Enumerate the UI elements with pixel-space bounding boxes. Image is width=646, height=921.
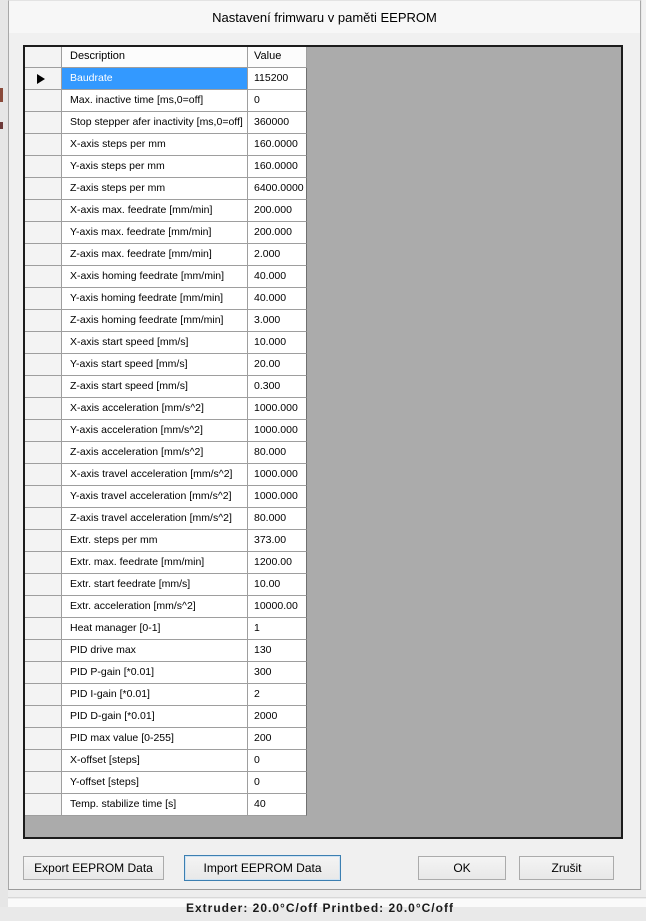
table-row — [25, 200, 621, 222]
eeprom-settings-dialog — [8, 0, 641, 890]
description-cell[interactable]: Y-axis travel acceleration [mm/s^2] — [62, 486, 248, 508]
description-cell[interactable]: X-axis max. feedrate [mm/min] — [62, 200, 248, 222]
row-header-cell[interactable] — [25, 266, 62, 288]
row-header-cell[interactable] — [25, 376, 62, 398]
background-window-bottom-strip — [8, 890, 646, 915]
value-cell[interactable]: 6400.0000 — [248, 178, 307, 200]
row-header-cell[interactable] — [25, 794, 62, 816]
row-header-cell[interactable] — [25, 530, 62, 552]
description-cell[interactable]: PID max value [0-255] — [62, 728, 248, 750]
description-cell[interactable]: PID I-gain [*0.01] — [62, 684, 248, 706]
row-header-cell[interactable] — [25, 68, 62, 90]
row-header-cell[interactable] — [25, 288, 62, 310]
value-cell[interactable]: 40.000 — [248, 266, 307, 288]
value-cell[interactable]: 1000.000 — [248, 486, 307, 508]
description-cell[interactable]: Extr. acceleration [mm/s^2] — [62, 596, 248, 618]
row-header-cell[interactable] — [25, 640, 62, 662]
table-row — [25, 552, 621, 574]
row-header-cell[interactable] — [25, 508, 62, 530]
row-header-cell[interactable] — [25, 662, 62, 684]
description-cell[interactable]: Baudrate — [62, 68, 248, 90]
value-cell[interactable]: 2.000 — [248, 244, 307, 266]
table-row — [25, 68, 621, 90]
ok-button[interactable]: OK — [418, 856, 506, 880]
value-cell[interactable]: 1200.00 — [248, 552, 307, 574]
value-cell[interactable]: 130 — [248, 640, 307, 662]
table-row — [25, 442, 621, 464]
row-header-cell[interactable] — [25, 552, 62, 574]
value-cell[interactable]: 2000 — [248, 706, 307, 728]
table-row — [25, 574, 621, 596]
row-header-cell[interactable] — [25, 398, 62, 420]
import-eeprom-button[interactable]: Import EEPROM Data — [184, 855, 341, 881]
dialog-title: Nastavení frimwaru v paměti EEPROM — [212, 9, 437, 25]
table-row — [25, 156, 621, 178]
table-row — [25, 508, 621, 530]
table-row — [25, 134, 621, 156]
table-row — [25, 486, 621, 508]
description-cell[interactable]: PID D-gain [*0.01] — [62, 706, 248, 728]
row-header-cell[interactable] — [25, 486, 62, 508]
grid-rows — [25, 68, 621, 816]
eeprom-grid — [23, 45, 623, 839]
table-row — [25, 112, 621, 134]
value-cell[interactable]: 40.000 — [248, 288, 307, 310]
table-row — [25, 684, 621, 706]
divider — [8, 897, 646, 898]
grid-corner-cell — [25, 47, 62, 68]
table-row — [25, 398, 621, 420]
dialog-titlebar — [9, 1, 640, 33]
column-header-description: Description — [62, 47, 248, 68]
value-cell[interactable]: 1 — [248, 618, 307, 640]
export-eeprom-button[interactable]: Export EEPROM Data — [23, 856, 164, 880]
clipped-status-bar — [8, 899, 646, 915]
value-cell[interactable]: 20.00 — [248, 354, 307, 376]
background-window-right-edge — [642, 0, 646, 907]
description-cell[interactable]: PID drive max — [62, 640, 248, 662]
row-header-cell[interactable] — [25, 310, 62, 332]
description-cell[interactable]: Z-axis steps per mm — [62, 178, 248, 200]
value-cell[interactable]: 1000.000 — [248, 420, 307, 442]
table-row — [25, 310, 621, 332]
value-cell[interactable]: 200.000 — [248, 222, 307, 244]
value-cell[interactable]: 2 — [248, 684, 307, 706]
description-cell[interactable]: Extr. start feedrate [mm/s] — [62, 574, 248, 596]
value-cell[interactable]: 40 — [248, 794, 307, 816]
description-cell[interactable]: Z-axis max. feedrate [mm/min] — [62, 244, 248, 266]
row-header-cell[interactable] — [25, 596, 62, 618]
description-cell[interactable]: Stop stepper afer inactivity [ms,0=off] — [62, 112, 248, 134]
row-header-cell[interactable] — [25, 112, 62, 134]
description-cell[interactable]: Z-axis acceleration [mm/s^2] — [62, 442, 248, 464]
table-row — [25, 90, 621, 112]
description-cell[interactable]: Max. inactive time [ms,0=off] — [62, 90, 248, 112]
row-header-cell[interactable] — [25, 156, 62, 178]
row-header-cell[interactable] — [25, 618, 62, 640]
value-cell[interactable]: 80.000 — [248, 442, 307, 464]
row-header-cell[interactable] — [25, 200, 62, 222]
value-cell[interactable]: 360000 — [248, 112, 307, 134]
value-cell[interactable]: 1000.000 — [248, 398, 307, 420]
row-header-cell[interactable] — [25, 222, 62, 244]
row-header-cell[interactable] — [25, 244, 62, 266]
description-cell[interactable]: X-axis acceleration [mm/s^2] — [62, 398, 248, 420]
row-header-cell[interactable] — [25, 706, 62, 728]
table-row — [25, 332, 621, 354]
table-row — [25, 354, 621, 376]
value-cell[interactable]: 200 — [248, 728, 307, 750]
table-row — [25, 376, 621, 398]
current-row-marker-icon — [37, 74, 45, 84]
description-cell[interactable]: Z-axis travel acceleration [mm/s^2] — [62, 508, 248, 530]
value-cell[interactable]: 1000.000 — [248, 464, 307, 486]
value-cell[interactable]: 10.00 — [248, 574, 307, 596]
row-header-cell[interactable] — [25, 332, 62, 354]
table-row — [25, 244, 621, 266]
value-cell[interactable]: 0 — [248, 90, 307, 112]
background-artifact — [0, 122, 3, 129]
row-header-cell[interactable] — [25, 354, 62, 376]
value-cell[interactable]: 373.00 — [248, 530, 307, 552]
table-row — [25, 596, 621, 618]
description-cell[interactable]: X-axis steps per mm — [62, 134, 248, 156]
column-header-value: Value — [248, 47, 307, 68]
row-header-cell[interactable] — [25, 90, 62, 112]
table-row — [25, 750, 621, 772]
value-cell[interactable]: 0.300 — [248, 376, 307, 398]
description-cell[interactable]: X-axis start speed [mm/s] — [62, 332, 248, 354]
description-cell[interactable]: Z-axis start speed [mm/s] — [62, 376, 248, 398]
value-cell[interactable]: 3.000 — [248, 310, 307, 332]
grid-header-row — [25, 47, 621, 68]
value-cell[interactable]: 0 — [248, 750, 307, 772]
description-cell[interactable]: PID P-gain [*0.01] — [62, 662, 248, 684]
table-row — [25, 464, 621, 486]
row-header-cell[interactable] — [25, 772, 62, 794]
description-cell[interactable]: Y-axis homing feedrate [mm/min] — [62, 288, 248, 310]
row-header-cell[interactable] — [25, 134, 62, 156]
value-cell[interactable]: 80.000 — [248, 508, 307, 530]
value-cell[interactable]: 200.000 — [248, 200, 307, 222]
background-artifact — [0, 88, 3, 102]
description-cell[interactable]: Extr. max. feedrate [mm/min] — [62, 552, 248, 574]
value-cell[interactable]: 160.0000 — [248, 156, 307, 178]
row-header-cell[interactable] — [25, 728, 62, 750]
table-row — [25, 662, 621, 684]
description-cell[interactable]: Extr. steps per mm — [62, 530, 248, 552]
table-row — [25, 222, 621, 244]
table-row — [25, 728, 621, 750]
description-cell[interactable]: Temp. stabilize time [s] — [62, 794, 248, 816]
row-header-cell[interactable] — [25, 442, 62, 464]
row-header-cell[interactable] — [25, 420, 62, 442]
table-row — [25, 288, 621, 310]
value-cell[interactable]: 0 — [248, 772, 307, 794]
description-cell[interactable]: Y-offset [steps] — [62, 772, 248, 794]
description-cell[interactable]: Z-axis homing feedrate [mm/min] — [62, 310, 248, 332]
value-cell[interactable]: 115200 — [248, 68, 307, 90]
cancel-button[interactable]: Zrušit — [519, 856, 614, 880]
row-header-cell[interactable] — [25, 574, 62, 596]
table-row — [25, 706, 621, 728]
table-row — [25, 794, 621, 816]
table-row — [25, 772, 621, 794]
description-cell[interactable]: X-axis homing feedrate [mm/min] — [62, 266, 248, 288]
description-cell[interactable]: Y-axis acceleration [mm/s^2] — [62, 420, 248, 442]
description-cell[interactable]: Y-axis start speed [mm/s] — [62, 354, 248, 376]
value-cell[interactable]: 300 — [248, 662, 307, 684]
table-row — [25, 420, 621, 442]
clipped-status-text: Extruder: 20.0°C/off Printbed: 20.0°C/off — [186, 901, 454, 915]
description-cell[interactable]: X-offset [steps] — [62, 750, 248, 772]
table-row — [25, 530, 621, 552]
description-cell[interactable]: Heat manager [0-1] — [62, 618, 248, 640]
table-row — [25, 618, 621, 640]
table-row — [25, 266, 621, 288]
row-header-cell[interactable] — [25, 178, 62, 200]
value-cell[interactable]: 10000.00 — [248, 596, 307, 618]
description-cell[interactable]: Y-axis max. feedrate [mm/min] — [62, 222, 248, 244]
value-cell[interactable]: 160.0000 — [248, 134, 307, 156]
row-header-cell[interactable] — [25, 750, 62, 772]
table-row — [25, 640, 621, 662]
description-cell[interactable]: X-axis travel acceleration [mm/s^2] — [62, 464, 248, 486]
row-header-cell[interactable] — [25, 684, 62, 706]
row-header-cell[interactable] — [25, 464, 62, 486]
description-cell[interactable]: Y-axis steps per mm — [62, 156, 248, 178]
table-row — [25, 178, 621, 200]
value-cell[interactable]: 10.000 — [248, 332, 307, 354]
